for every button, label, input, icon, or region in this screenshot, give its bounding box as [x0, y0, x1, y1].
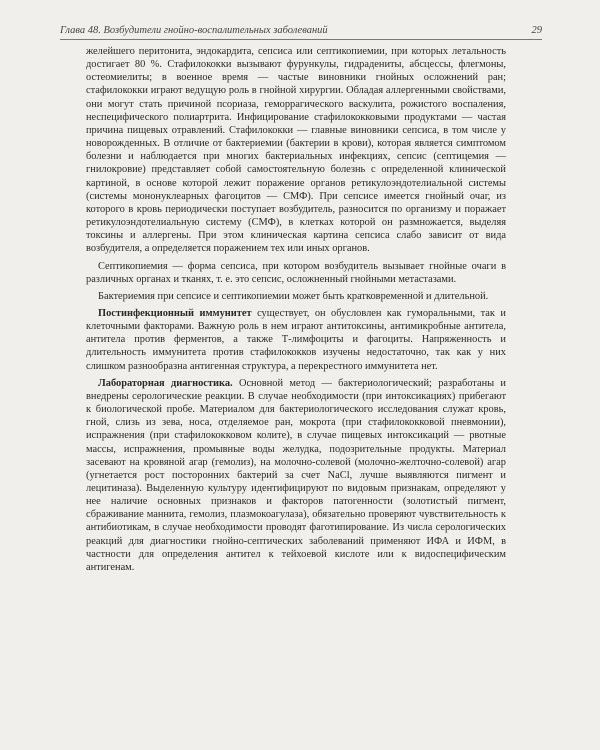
paragraph [86, 377, 506, 574]
running-header [60, 14, 542, 40]
paragraph-text: Септикопиемия — форма сепсиса, при котором возбудитель вызывает гнойные очаги в различных органах и тканях, т. е. это сепсис, осложненный гнойными метастазами. [86, 260, 506, 285]
paragraph [86, 260, 506, 286]
paragraph-heading: Лабораторная диагностика. [98, 377, 233, 389]
paragraph-text: существует, он обусловлен как гуморальными, так и клеточными факторами. Важную роль в нем играют антитоксины, антимикробные антитела, антитела против ферментов, а также Т-лимфоциты и фагоциты. Напряженность и длительность иммунитета против стафилококков изучены недостаточно, так как у них слишком разнообразна антигенная структура, а перекрестного иммунитета нет. [86, 307, 506, 372]
paragraph-heading: Постинфекционный иммунитет [98, 307, 252, 319]
page-body [86, 45, 506, 574]
paragraph-text: Бактериемия при сепсисе и септикопиемии может быть кратковременной и длительной. [98, 290, 489, 302]
paragraph-text: Основной метод — бактериологический; разработаны и внедрены серологические реакции. В случае необходимости (при интоксикациях) прибегают к биологической пробе. Материалом для бактериологического исследования служат кровь, гной, слизь из зева, носа, отделяемое ран, мокрота (при стафилококковой пневмонии), испражнения (при стафилококковом колите), в случае пищевых интоксикаций — рвотные массы, испражнения, промывные воды желудка, подозрительные продукты. Материал засевают на кровяной агар (гемолиз), на молочно-солевой (молочно-желточно-солевой) агар (угнетается рост посторонних бактерий за счет NaCl, лучше выявляются пигмент и лецитиназа). Выделенную культуру идентифицируют по видовым признакам, определяют у нее наличие основных признаков и факторов патогенности (золотистый пигмент, сбраживание маннита, гемолиз, плазмокоагулаза), обязательно проверяют чувствительность к антибиотикам, в случае необходимости проводят фаготипирование. Из числа серологических реакций для диагностики гнойно-септических заболеваний применяют ИФА и ИФМ, в частности для определения антител к тейхоевой кислоте или к видоспецифическим антигенам. [86, 377, 506, 573]
paragraph [86, 307, 506, 373]
paragraph-text: желейшего перитонита, эндокардита, сепсиса или септикопиемии, при которых летальность достигает 80 %. Стафилококки вызывают фурункулы, гидрадениты, абсцессы, флегмоны, остеомиелиты; в военное время — частые виновники гнойных осложнений ран; стафилококки играют ведущую роль в гнойной хирургии. Обладая аллергенными свойствами, они могут стать причиной псориаза, геморрагического васкулита, рожистого воспаления, неспецифического полиартрита. Инфицирование стафилококковыми продуктами — частая причина пищевых отравлений. Стафилококки — главные виновники сепсиса, в том числе у новорожденных. В отличие от бактериемии (бактерии в крови), которая является симптомом болезни и наблюдается при многих бактериальных инфекциях, сепсис (септицемия — гнилокровие) представляет собой самостоятельную болезнь с определенной клинической картиной, в основе которой лежит поражение органов ретикулоэндотелиальной системы (системы мононуклеарных фагоцитов — СМФ). При сепсисе имеется гнойный очаг, из которого в кровь периодически поступает возбудитель, разносится по организму и поражает ретикулоэндотелиальную систему (СМФ), в клетках которой он размножается, выделяя токсины и аллергены. При этом клиническая картина сепсиса слабо зависит от вида возбудителя, а определяется поражением тех или иных органов. [86, 46, 506, 255]
chapter-title: Глава 48. Возбудители гнойно-воспалительных заболеваний [60, 25, 328, 36]
paragraph [86, 290, 506, 303]
paragraph [86, 45, 506, 256]
page-number: 29 [531, 25, 542, 36]
